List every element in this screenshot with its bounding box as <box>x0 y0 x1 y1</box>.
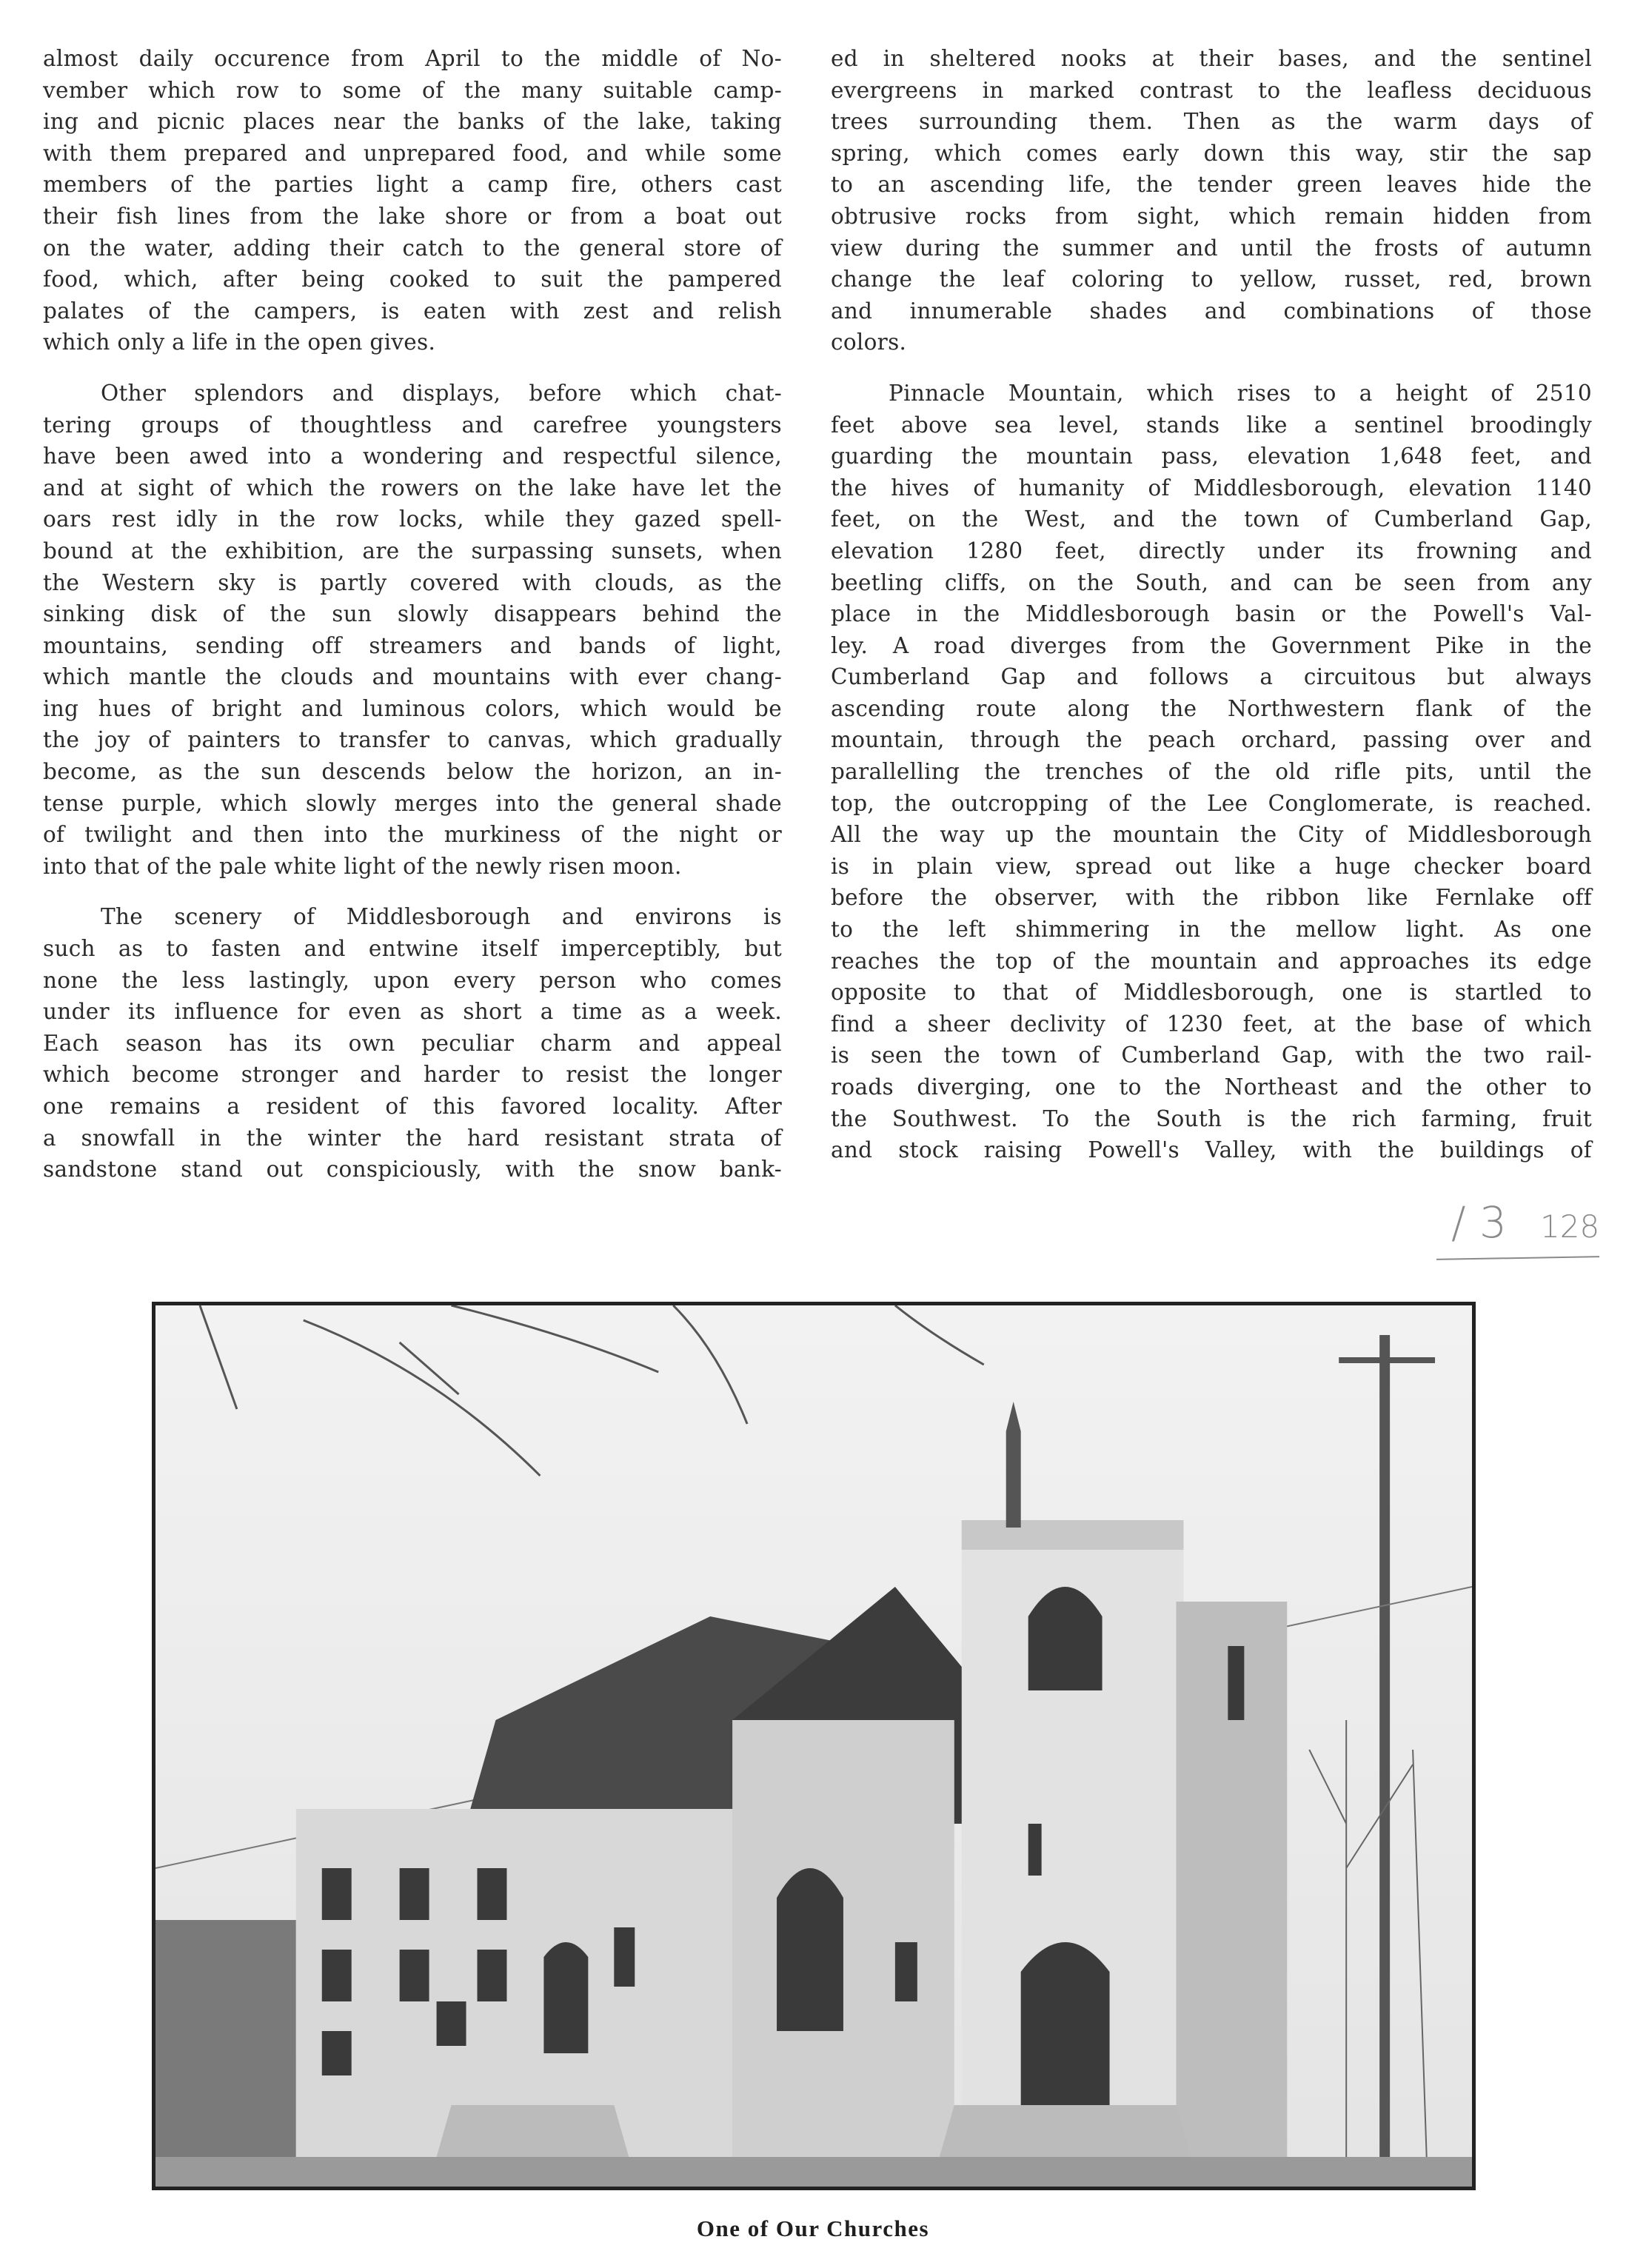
text-line: spring, which comes early down this way, stir the sap <box>831 140 1592 166</box>
text-line: ed in sheltered nooks at their bases, and the sentinel <box>831 46 1592 71</box>
text-line: vember which row to some of the many suitable camp- <box>43 77 782 103</box>
text-line: Cumberland Gap and follows a circuitous but always <box>831 664 1592 690</box>
text-line: the hives of humanity of Middlesborough, elevation 1140 <box>831 475 1592 501</box>
text-line: and at sight of which the rowers on the lake have let the <box>43 475 782 501</box>
text-line: which become stronger and harder to resist the longer <box>43 1062 782 1088</box>
text-line: beetling cliffs, on the South, and can be seen from any <box>831 569 1592 595</box>
paragraph <box>43 901 782 1185</box>
text-line: place in the Middlesborough basin or the Powell's Val- <box>831 601 1592 627</box>
text-line: members of the parties light a camp fire, others cast <box>43 172 782 198</box>
text-line: have been awed into a wondering and respectful silence, <box>43 444 782 469</box>
text-line: none the less lastingly, upon every person who comes <box>43 967 782 993</box>
text-line: roads diverging, one to the Northeast and the other to <box>831 1074 1592 1100</box>
paragraph <box>43 378 782 883</box>
text-line: ing and picnic places near the banks of the lake, taking <box>43 109 782 135</box>
text-line: ley. A road diverges from the Government Pike in the <box>831 632 1592 658</box>
photo-caption: One of Our Churches <box>696 2215 930 2241</box>
text-line: to the left shimmering in the mellow light. As one <box>831 917 1592 943</box>
paragraph <box>831 43 1592 358</box>
text-line: the Western sky is partly covered with clouds, as the <box>43 569 782 595</box>
text-line: and innumerable shades and combinations of those <box>831 298 1592 324</box>
utility-pole <box>1379 1335 1390 2187</box>
text-line: top, the outcropping of the Lee Conglomerate, is reached. <box>831 790 1592 816</box>
text-line: mountain, through the peach orchard, passing over and <box>831 727 1592 753</box>
text-line: palates of the campers, is eaten with zest and relish <box>43 298 782 324</box>
text-line: is seen the town of Cumberland Gap, with the two rail- <box>831 1043 1592 1068</box>
text-line: become, as the sun descends below the horizon, an in- <box>43 759 782 785</box>
text-line: a snowfall in the winter the hard resistant strata of <box>43 1125 782 1151</box>
text-line: ascending route along the Northwestern flank of the <box>831 695 1592 721</box>
handwritten-page-number: 128 <box>1540 1208 1600 1245</box>
text-line: into that of the pale white light of the newly risen moon. <box>43 853 682 879</box>
church-photo-image <box>155 1305 1472 2187</box>
text-line: under its influence for even as short a time as a week. <box>43 999 782 1025</box>
text-line: trees surrounding them. Then as the warm days of <box>831 109 1592 135</box>
text-line: oars rest idly in the row locks, while they gazed spell- <box>43 506 782 532</box>
text-line: feet, on the West, and the town of Cumberland Gap, <box>831 506 1592 532</box>
text-line: elevation 1280 feet, directly under its frowning and <box>831 538 1592 563</box>
text-line: parallelling the trenches of the old rifle pits, until the <box>831 759 1592 785</box>
text-line: Other splendors and displays, before which chat- <box>101 380 782 406</box>
text-line: colors. <box>831 330 907 355</box>
handwritten-page-mark: / 3 <box>1451 1197 1507 1248</box>
text-line: to an ascending life, the tender green leaves hide the <box>831 172 1592 198</box>
text-line: bound at the exhibition, are the surpassing sunsets, when <box>43 538 782 563</box>
text-line: one remains a resident of this favored locality. After <box>43 1094 782 1119</box>
text-line: change the leaf coloring to yellow, russet, red, brown <box>831 267 1592 292</box>
text-line: food, which, after being cooked to suit the pampered <box>43 267 782 292</box>
right-text-column <box>831 43 1592 1185</box>
text-line: find a sheer declivity of 1230 feet, at the base of which <box>831 1011 1592 1037</box>
left-text-column <box>43 43 782 1205</box>
text-line: guarding the mountain pass, elevation 1,648 feet, and <box>831 444 1592 469</box>
text-line: on the water, adding their catch to the general store of <box>43 235 782 261</box>
text-line: All the way up the mountain the City of Middlesborough <box>831 822 1592 848</box>
text-line: almost daily occurence from April to the middle of No- <box>43 46 782 71</box>
text-line: which only a life in the open gives. <box>43 330 436 355</box>
text-line: ing hues of bright and luminous colors, which would be <box>43 695 782 721</box>
text-line: tense purple, which slowly merges into the general shade <box>43 790 782 816</box>
text-line: and stock raising Powell's Valley, with the buildings of <box>831 1137 1592 1163</box>
brick-building <box>155 1920 296 2187</box>
text-line: their fish lines from the lake shore or from a boat out <box>43 203 782 229</box>
text-line: tering groups of thoughtless and carefree youngsters <box>43 412 782 438</box>
text-line: view during the summer and until the frosts of autumn <box>831 235 1592 261</box>
text-line: the joy of painters to transfer to canvas, which gradually <box>43 727 782 753</box>
paragraph <box>43 43 782 358</box>
church-photograph <box>152 1302 1476 2190</box>
text-line: which mantle the clouds and mountains with ever chang- <box>43 664 782 690</box>
text-line: Pinnacle Mountain, which rises to a height of 2510 <box>889 380 1592 406</box>
text-line: such as to fasten and entwine itself imperceptibly, but <box>43 936 782 962</box>
front-steps <box>437 2105 629 2157</box>
text-line: mountains, sending off streamers and bands of light, <box>43 632 782 658</box>
text-line: is in plain view, spread out like a huge checker board <box>831 853 1592 879</box>
text-line: obtrusive rocks from sight, which remain hidden from <box>831 203 1592 229</box>
text-line: sinking disk of the sun slowly disappears behind the <box>43 601 782 627</box>
ground <box>155 2157 1472 2187</box>
text-line: of twilight and then into the murkiness of the night or <box>43 822 782 848</box>
text-line: The scenery of Middlesborough and environs is <box>101 904 782 930</box>
text-line: evergreens in marked contrast to the leafless deciduous <box>831 77 1592 103</box>
paragraph <box>831 378 1592 1166</box>
handwritten-underline <box>1436 1256 1599 1260</box>
text-line: Each season has its own peculiar charm and appeal <box>43 1030 782 1056</box>
text-line: opposite to that of Middlesborough, one is startled to <box>831 980 1592 1006</box>
text-line: the Southwest. To the South is the rich farming, fruit <box>831 1105 1592 1131</box>
text-line: before the observer, with the ribbon like Fernlake off <box>831 885 1592 911</box>
text-line: feet above sea level, stands like a sentinel broodingly <box>831 412 1592 438</box>
text-line: sandstone stand out conspiciously, with the snow bank- <box>43 1157 782 1182</box>
text-line: with them prepared and unprepared food, and while some <box>43 140 782 166</box>
text-line: reaches the top of the mountain and approaches its edge <box>831 948 1592 974</box>
